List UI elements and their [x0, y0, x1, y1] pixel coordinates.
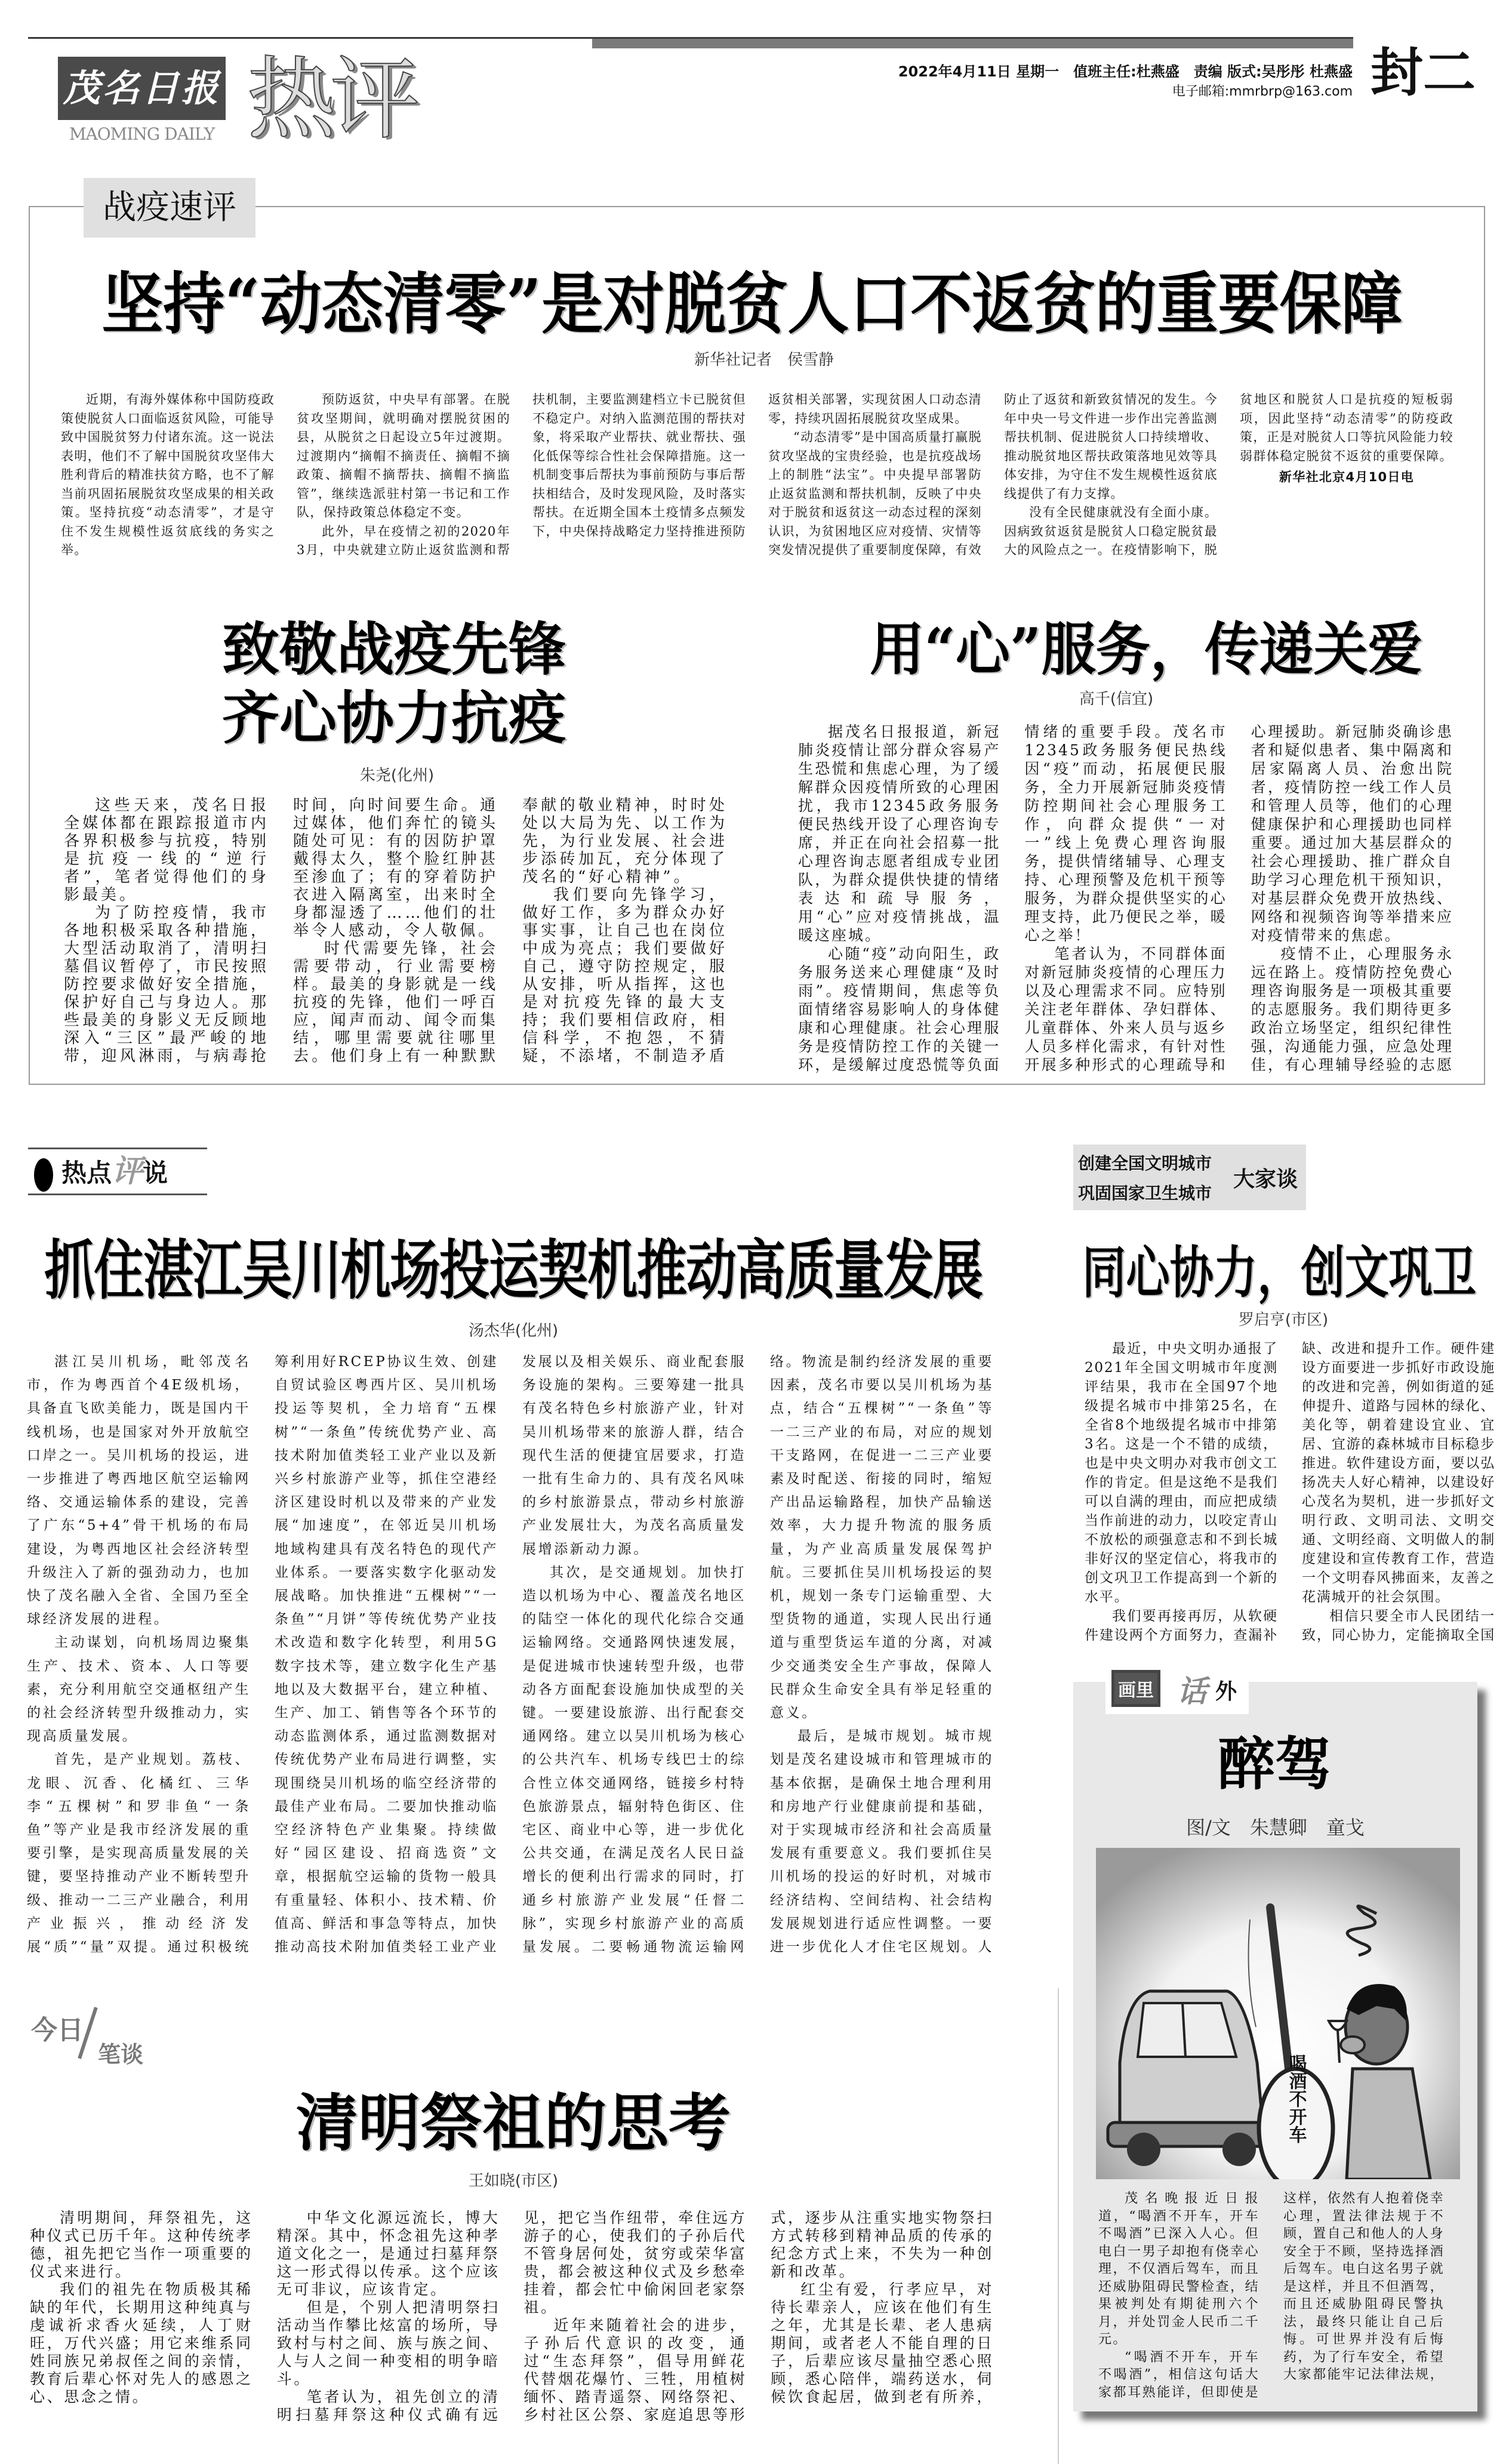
paragraph: 但是，个别人把清明祭扫活动当作攀比炫富的场所，导致村与村之间、族与族之间、人与人之间一种变相的明争暗斗。	[276, 2299, 500, 2388]
date-line: 2022年4月11日 星期一 值班主任:杜燕盛 责编 版式:吴彤彤 杜燕盛	[898, 63, 1353, 80]
newspaper-logo	[58, 57, 226, 120]
drunk-driving-cartoon	[1096, 1848, 1460, 2179]
label-huali: 画里	[1111, 1670, 1160, 1707]
label-hot: 热点	[61, 1158, 112, 1188]
lead-body	[61, 390, 1453, 564]
email: 电子邮箱:mmrbrp@163.com	[1172, 84, 1353, 99]
paragraph: 没有全民健康就没有全面小康。因病致贫返贫是脱贫人口稳定脱贫最大的风险点之一。在疫情影响下，脱贫地区和脱贫人口是抗疫的短板弱项，因此坚持“动态清零”的防疫政策，正是对脱贫人口等抗风险能力较弱群体稳定脱贫不返贫的重要保障。	[1004, 392, 1453, 557]
paragraph: 近年来随着社会的进步，子孙后代意识的改变，通过“生态拜祭”，倡导用鲜花代替烟花爆竹、三牲，用植树缅怀、踏青遥祭、网络祭祀、乡村社区公祭、家庭追思等形式，逐步从注重实地实物祭扫方式转移到精神品质的传承的纪念方式上来，不失为一种创新和改革。	[523, 2209, 994, 2423]
column-divider	[1058, 1988, 1059, 2464]
qingming-column-label	[31, 2006, 162, 2066]
label-hua: 话	[1177, 1674, 1207, 1709]
label-wai: 外	[1215, 1679, 1237, 1704]
paragraph: 清明期间，拜祭祖先，这种仪式已历千年。这种传统孝德，祖先把它当作一项重要的仪式来进行。	[30, 2209, 253, 2280]
paragraph: 最后，是城市规划。城市规划是茂名建设城市和管理城市的基本依据，是确保土地合理利用和房地产行业健康前提和基础，对于实现城市经济和社会高质量发展有重要意义。我们要抓住吴川机场的投运的好时机，对城市经济结构、空间结构、社会结构发展规划进行适应性调整。一要进一步优化人才住宅区规划。人	[770, 1728, 994, 1955]
qingming-body	[30, 2209, 994, 2427]
civic-headline: 同心协力，创文巩卫	[1082, 1240, 1476, 1306]
paragraph: 为了防控疫情，我市各地积极采取各种措施，大型活动取消了，清明扫墓倡议暂停了，市民按照防控要求做好安全措施，保护好自己与身边人。那些最美的身影义无反顾地深入“三区”最严峻的地带，迎风淋雨，与病毒抢时间，向时间要生命。通过媒体，他们奔忙的镜头随处可见：有的因防护罩戴得太久，整个脸红肿甚至渗血了；有的穿着防护衣进入隔离室，出来时全身都湿透了……他们的壮举令人感动，令人敬佩。	[64, 796, 498, 1065]
salute-byline: 朱尧(化州)	[359, 767, 435, 785]
label-bitan: 笔谈	[98, 2041, 144, 2068]
salute-body	[64, 796, 728, 1077]
lead-byline: 新华社记者 侯雪静	[694, 351, 834, 369]
heart-body	[798, 722, 1453, 1075]
paragraph: 我们要向先锋学习，做好工作，多为群众办好事实事，让自己也在岗位中成为亮点；我们要做好自己，遵守防控规定，服从安排，听从指挥，这也是对抗疫先锋的最大支持；我们要相信政府，相信科学，不抱怨，不猜疑，不添堵，不制造矛盾	[522, 886, 728, 1065]
paragraph: “动态清零”是中国高质量打赢脱贫攻坚战的宝贵经验，也是抗疫战场上的制胜“法宝”。中央提早部署防止返贫监测和帮扶机制，反映了中央对于脱贫和返贫这一动态过程的深刻认识，为贫困地区应对疫情、灾情等突发情况提供了重要制度保障，有效防止了返贫和新致贫情况的发生。今年中央一号文件进一步作出完善监测帮扶机制、促进脱贫人口持续增收、推动脱贫地区帮扶政策落地见效等具体安排，为守住不发生规模性返贫底线提供了有力支撑。	[768, 392, 1218, 557]
qingming-headline: 清明祭祖的思考	[295, 2086, 731, 2160]
cartoon-byline: 图/文 朱慧卿 童戈	[1186, 1816, 1365, 1839]
civic-column-label	[1073, 1145, 1306, 1210]
heart-headline: 用“心”服务，传递关爱	[870, 616, 1422, 683]
page-label: 封二	[1371, 42, 1476, 103]
paragraph: 最近，中央文明办通报了2021年全国文明城市年度测评结果，我市在全国97个地级提名城市中排第25名，在全省8个地级提名城市中排第3名。这是一个不错的成绩，也是中央文明办对我市创文工作的肯定。但是这绝不是我们可以自满的理由，而应把成绩当作前进的动力，以咬定青山不放松的顽强意志和不到长城非好汉的坚定信心，将我市的创文巩卫工作提高到一个新的水平。	[1085, 1341, 1278, 1605]
logo-english: MAOMING DAILY	[69, 124, 215, 144]
paragraph: 时代需要先锋，社会需要带动，行业需要榜样。最美的身影就是一线抗疫的先锋，他们一呼百应，闻声而动、闻令而集结，哪里需要就往哪里去。他们身上有一种默默奉献的敬业精神，时时处处以大局为先、以工作为先，为行业发展、社会进步添砖加瓦，充分体现了茂名的“好心精神”。	[293, 796, 728, 1065]
paragraph: “喝酒不开车，开车不喝酒”，相信这句话大家都耳熟能详，但即使是这样，依然有人抱着侥幸心理，置法律法规于不顾，置自己和他人的人身安全于不顾，坚持选择酒后驾车。电白这名男子就是这样，并且不但酒驾，而且还威胁阻碍民警执法，最终只能让自己后悔。可世界并没有后悔药，为了行车安全，希望大家都能牢记法律法规，	[1098, 2191, 1445, 2400]
paragraph: 心随“疫”动向阳生，政务服务送来心理健康“及时雨”。疫情期间，焦虑等负面情绪容易影响人的身体健康和心理健康。社会心理服务是疫情防控工作的关键一环，是缓解过度恐慌等负面情绪的重要手段。茂名市12345政务服务便民热线因“疫”而动，拓展便民服务，全力开展新冠肺炎疫情防控期间社会心理服务工作，向群众提供“一对一”线上免费心理咨询服务，提供情绪辅导、心理支持、心理预警及危机干预等服务，为群众提供坚实的心理支持，此乃便民之举，暖心之举！	[798, 723, 1227, 1073]
paragraph: 首先，是产业规划。荔枝、龙眼、沉香、化橘红、三华李“五棵树”和罗非鱼“一条鱼”等产业是我市经济发展的重要引擎，是实现高质量发展的关键，要坚持推动产业不断转型升级、推动一二三产业融合，利用产业振兴，推动经济发展“质”“量”双提。通过积极统筹利用好RCEP协议生效、创建自贸试验区粤西片区、吴川机场投运等契机，全力培育“五棵树”“一条鱼”传统优势产业、高技术附加值类轻工业产业以及新兴乡村旅游产业等，抓住空港经济区建设时机以及带来的产业发展“加速度”，在邻近吴川机场地域构建具有茂名特色的现代产业体系。一要落实数字化驱动发展战略。加快推进“五棵树”“一条鱼”“月饼”等传统优势产业技术改造和数字化转型，利用5G数字技术等，建立数字化生产基地以及大数据平台，建立种植、生产、加工、销售等各个环节的动态监测体系，通过监测数据对传统优势产业布局进行调整，实现围绕吴川机场的临空经济带的最佳产业布局。二要加快推动临空经济特色产业集聚。持续做好“园区建设、招商选资”文章，根据航空运输的货物一般具有重量轻、体积小、技术精、价值高、鲜活和事急等特点，加快推动高技术附加值类轻工业产业发展以及相关娱乐、商业配套服务设施的架构。三要筹建一批具有茂名特色乡村旅游产业，针对吴川机场带来的旅游人群，结合现代生活的便捷宜居要求，打造一批有生命力的、具有茂名风味的乡村旅游景点，带动乡村旅游产业发展壮大，为茂名高质量发展增添新动力源。	[27, 1354, 746, 1955]
paragraph: 相信只要全市人民团结一致，同心协力，定能摘取全国	[1302, 1608, 1495, 1643]
paragraph: 主动谋划，向机场周边聚集生产、技术、资本、人口等要素，充分利用航空交通枢纽产生的社会经济转型升级推动力，实现高质量发展。	[27, 1635, 251, 1745]
hot-topic-byline: 汤杰华(化州)	[468, 1322, 559, 1340]
civic-byline: 罗启亨(市区)	[1238, 1311, 1329, 1329]
paragraph: 其次，是交通规划。加快打造以机场为中心、覆盖茂名地区的陆空一体化的现代化综合交通运输网络。交通路网快速发展，是促进城市快速转型升级，也带动各方面配套设施加快成型的关键。一要建设旅游、出行配套交通网络。建立以吴川机场为核心的公共汽车、机场专线巴士的综合性立体交通网络，链接乡村特色旅游景点，辐射特色街区、住宅区、商业中心等，进一步优化公共交通，在满足茂名人民日益增长的便利出行需求的同时，打通乡村旅游产业发展“任督二脉”，实现乡村旅游产业的高质量发展。二要畅通物流运输网络。物流是制约经济发展的重要因素，茂名市要以吴川机场为基点，结合“五棵树”“一条鱼”等一二三产业的布局，对应的规划干支路网，在促进一二三产业要素及时配送、衔接的同时，缩短产出品运输路程，加快产品输送效率，大力提升物流的服务质量，为产业高质量发展保驾护航。三要抓住吴川机场投运的契机，规划一条专门运输重型、大型货物的通道，实现人民出行通道与重型货运车道的分离，对减少交通类安全生产事故，保障人民群众生命安全具有举足轻重的意义。	[522, 1354, 994, 1955]
cartoon-caption	[1098, 2190, 1445, 2408]
salute-headline-line1: 致敬战疫先锋	[222, 616, 566, 683]
cartoon-title: 醉驾	[1218, 1730, 1332, 1798]
paragraph: 红尘有爱，行孝应早，对待长辈亲人，应该在他们有生之年，尤其是长辈、老人患病期间，或者老人不能自理的日子，后辈应该尽量抽空悉心照顾，悉心陪伴，端药送水，伺候饮食起居，做到老有所养，	[771, 2281, 994, 2405]
salute-headline-line2: 齐心协力抗疫	[222, 684, 566, 752]
paragraph: 预防返贫，中央早有部署。在脱贫攻坚期间，就明确对摆脱贫困的县，从脱贫之日起设立5年过渡期。过渡期内“摘帽不摘责任、摘帽不摘政策、摘帽不摘帮扶、摘帽不摘监管”，继续选派驻村第一书记和工作队，保持政策总体稳定不变。	[297, 392, 510, 519]
paragraph: 近期，有海外媒体称中国防疫政策使脱贫人口面临返贫风险，可能导致中国脱贫努力付诸东流。这一说法表明，他们不了解中国脱贫攻坚伟大胜利背后的精准扶贫方略，也不了解当前巩固拓展脱贫攻坚成果的相关政策。坚持抗疫“动态清零”，才是守住不发生规模性返贫底线的务实之举。	[61, 392, 275, 557]
lead-signoff: 新华社北京4月10日电	[1279, 470, 1415, 484]
heart-byline: 高千(信宜)	[1079, 690, 1154, 708]
label-jinri: 今日	[31, 2015, 84, 2045]
paragraph: 笔者认为，祖先创立的清明扫墓拜祭这种仪式确有远见，把它当作纽带，牵住远方游子的心，使我们的子孙后代不管身居何处，贫穷或荣华富贵，都会被这种仪式及乡愁牵挂着，都会忙中偷闲回老家祭祖。	[276, 2209, 747, 2423]
hot-topic-body	[27, 1351, 994, 1962]
paragraph: 中华文化源远流长，博大精深。其中，怀念祖先这种孝道文化之一，是通过扫墓拜祭这一形式得以传承。这个应该无可非议，应该肯定。	[276, 2209, 500, 2298]
bullet-circle-icon	[34, 1158, 53, 1192]
logo-text: 茂名日报	[63, 66, 221, 110]
paragraph: 此外，早在疫情之初的2020年3月，中央就建立防止返贫监测和帮扶机制，主要监测建档立卡已脱贫但不稳定户。对纳入监测范围的帮扶对象，将采取产业帮扶、就业帮扶、强化低保等综合性社会保障措施。这一机制变事后帮扶为事前预防与事后帮扶相结合，及时发现风险，及时落实帮扶。在近期全国本土疫情多点频发下，中央保持战略定力坚持推进预防返贫相关部署，实现贫困人口动态清零，持续巩固拓展脱贫攻坚成果。	[297, 392, 982, 557]
paragraph: 笔者认为，不同群体面对新冠肺炎疫情的心理压力以及心理需求不同。应特别关注老年群体、孕妇群体、儿童群体、外来人员与返乡人员多样化需求，有针对性开展多种形式的心理疏导和心理援助。新冠肺炎确诊患者和疑似患者、集中隔离和居家隔离人员、治愈出院者，疫情防控一线工作人员和管理人员等，他们的心理健康保护和心理援助也同样重要。通过加大基层群众的社会心理援助、推广群众自助学习心理危机干预知识，对基层群众免费开放热线、网络和视频咨询等举措来应对疫情带来的焦虑。	[1024, 723, 1453, 1073]
civic-label-line2: 巩固国家卫生城市	[1078, 1183, 1212, 1203]
hot-topic-column-label	[28, 1148, 207, 1195]
paragraph: 这些天来，茂名日报全媒体都在跟踪报道市内各界积极参与抗疫，特别是抗疫一线的“逆行者”，笔者觉得他们的身影最美。	[64, 796, 269, 904]
paragraph: 我们的祖先在物质极其稀缺的年代，长期用这种纯真与虔诚祈求香火延续，人丁财旺，万代兴盛；用它来维系同姓同族兄弟叔侄之间的亲情，教育后辈心怀对先人的感恩之心、思念之情。	[30, 2281, 253, 2405]
civic-body	[1085, 1339, 1495, 1650]
label-ping: 评	[112, 1153, 143, 1189]
paragraph: 茂名晚报近日报道，“喝酒不开车，开车不喝酒”已深入人心。但电白一男子却抱有侥幸心理，不仅酒后驾车，而且还威胁阻碍民警检查，结果被判处有期徒刑六个月，并处罚金人民币二千元。	[1098, 2191, 1259, 2347]
paragraph: 湛江吴川机场，毗邻茂名市，作为粤西首个4E级机场，具备直飞欧美能力，既是国内干线机场，也是国家对外开放航空口岸之一。吴川机场的投运，进一步推进了粤西地区航空运输网络、交通运输体系的建设，完善了广东“5+4”骨干机场的布局建设，为粤西地区社会经济转型升级注入了新的强劲动力，也加快了茂名融入全省、全国乃至全球经济发展的进程。	[27, 1354, 251, 1628]
lead-headline: 坚持“动态清零”是对脱贫人口不返贫的重要保障	[101, 265, 1403, 343]
paragraph: 疫情不止，心理服务永远在路上。疫情防控免费心理咨询服务是一项极其重要的志愿服务。我们期待更多政治立场坚定，组织纪律性强，沟通能力强，应急处理佳，有心理辅导经验的志愿	[1251, 945, 1453, 1073]
civic-label-suffix: 大家谈	[1233, 1167, 1298, 1192]
qingming-byline: 王如晓(市区)	[468, 2172, 559, 2190]
section-title: 热评	[247, 48, 414, 152]
label-shuo: 说	[143, 1158, 168, 1188]
header-bar	[592, 39, 1353, 48]
hot-topic-headline: 抓住湛江吴川机场投运契机推动高质量发展	[44, 1233, 983, 1308]
paragraph: 我们要再接再厉，从软硬件建设两个方面努力，查漏补缺、改进和提升工作。硬件建设方面要进一步抓好市政设施的改进和完善，例如街道的延伸提升、道路与园林的绿化、美化等，朝着建设宜业、宜居、宜游的森林城市目标稳步推进。软件建设方面，要以弘扬冼夫人好心精神，以建设好心茂名为契机，进一步抓好文明行政、文明司法、文明交通、文明经商、文明做人的制度建设和宣传教育工作，营造一个文明春风拂面来，友善之花满城开的社会氛围。	[1085, 1341, 1495, 1643]
cartoon-image	[1096, 1848, 1460, 2179]
zhanyi-column-label: 战疫速评	[84, 178, 255, 238]
paragraph: 据茂名日报报道，新冠肺炎疫情让部分群众容易产生恐慌和焦虑心理，为了缓解群众因疫情所致的心理困扰，我市12345政务服务便民热线开设了心理咨询专席，并正在向社会招募一批心理咨询志愿者组成专业团队，为群众提供快捷的情绪表达和疏导服务，用“心”应对疫情挑战，温暖这座城。	[798, 723, 1001, 944]
civic-label-line1: 创建全国文明城市	[1078, 1153, 1212, 1173]
sign-text: 喝酒不开车	[1285, 2054, 1307, 2143]
cartoon-column-label	[1105, 1663, 1249, 1714]
